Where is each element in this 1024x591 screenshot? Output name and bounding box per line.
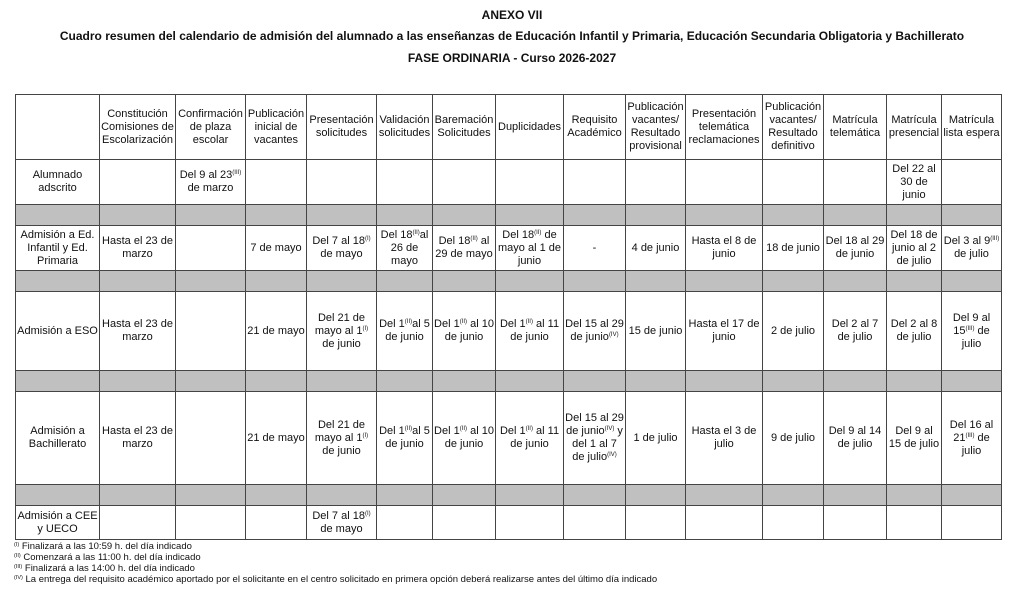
footnote: $^{(IV)}$ La entrega del requisito académico aportado por el solicitante en el centro solicitado en primera opción deberá realizarse antes del último día indicado bbox=[14, 574, 658, 585]
date-cell bbox=[433, 506, 496, 540]
date-cell bbox=[433, 160, 496, 205]
separator-cell bbox=[824, 485, 887, 506]
separator-cell bbox=[564, 485, 626, 506]
date-cell: Del 9 al $23^{(III)}$ de marzo bbox=[176, 160, 246, 205]
separator-cell bbox=[686, 485, 763, 506]
row-label: Admisión a Bachillerato bbox=[16, 392, 100, 485]
date-cell: 4 de junio bbox=[626, 226, 686, 271]
column-header: Matrícula presencial bbox=[887, 95, 942, 160]
separator-cell bbox=[16, 371, 100, 392]
date-cell bbox=[887, 506, 942, 540]
date-cell: Del 9 al 15 de julio bbox=[887, 392, 942, 485]
date-cell bbox=[686, 506, 763, 540]
date-cell: Del 18 al 29 de junio bbox=[824, 226, 887, 271]
date-cell: Del 2 al 7 de julio bbox=[824, 292, 887, 371]
separator-cell bbox=[496, 371, 564, 392]
separator-cell bbox=[763, 205, 824, 226]
separator-cell bbox=[887, 371, 942, 392]
date-cell: Del 21 de mayo al $1^{(I)}$ de junio bbox=[307, 392, 377, 485]
separator-cell bbox=[433, 205, 496, 226]
column-header: Publicación vacantes/ Resultado definitivo bbox=[763, 95, 824, 160]
date-cell: 18 de junio bbox=[763, 226, 824, 271]
separator-cell bbox=[176, 271, 246, 292]
column-header: Matrícula telemática bbox=[824, 95, 887, 160]
column-header: Publicación inicial de vacantes bbox=[246, 95, 307, 160]
date-cell: Del $1^{(II)}$ al 10 de junio bbox=[433, 392, 496, 485]
date-cell bbox=[763, 506, 824, 540]
separator-row bbox=[16, 271, 1002, 292]
date-cell: Del 7 al $18^{(I)}$ de mayo bbox=[307, 226, 377, 271]
date-cell: Hasta el 17 de junio bbox=[686, 292, 763, 371]
column-header: Matrícula lista espera bbox=[942, 95, 1002, 160]
separator-cell bbox=[100, 371, 176, 392]
separator-cell bbox=[16, 271, 100, 292]
column-header: Validación solicitudes bbox=[377, 95, 433, 160]
separator-cell bbox=[942, 485, 1002, 506]
separator-cell bbox=[100, 485, 176, 506]
separator-cell bbox=[433, 371, 496, 392]
date-cell: 1 de julio bbox=[626, 392, 686, 485]
date-cell: Del $18^{(II)}al$ 26 de mayo bbox=[377, 226, 433, 271]
separator-cell bbox=[16, 205, 100, 226]
separator-cell bbox=[433, 485, 496, 506]
separator-cell bbox=[100, 271, 176, 292]
separator-cell bbox=[686, 271, 763, 292]
date-cell: Del 18 de junio al 2 de julio bbox=[887, 226, 942, 271]
table-row bbox=[16, 226, 1002, 271]
date-cell bbox=[377, 160, 433, 205]
separator-cell bbox=[246, 371, 307, 392]
separator-cell bbox=[307, 271, 377, 292]
footnote: $^{(III)}$ Finalizará a las 14:00 h. del día indicado bbox=[14, 563, 195, 574]
date-cell bbox=[496, 160, 564, 205]
date-cell bbox=[824, 160, 887, 205]
date-cell: Del $1^{(II)}$ al 11 de junio bbox=[496, 292, 564, 371]
separator-cell bbox=[496, 205, 564, 226]
separator-cell bbox=[887, 271, 942, 292]
date-cell bbox=[246, 160, 307, 205]
date-cell: 21 de mayo bbox=[246, 292, 307, 371]
date-cell bbox=[626, 160, 686, 205]
admission-calendar-table bbox=[15, 94, 1002, 540]
date-cell: Hasta el 23 de marzo bbox=[100, 392, 176, 485]
separator-cell bbox=[496, 271, 564, 292]
date-cell: Del 7 al $18^{(I)}$ de mayo bbox=[307, 506, 377, 540]
separator-cell bbox=[100, 205, 176, 226]
separator-cell bbox=[626, 371, 686, 392]
separator-row bbox=[16, 485, 1002, 506]
separator-cell bbox=[377, 205, 433, 226]
date-cell: Del 21 de mayo al $1^{(I)}$ de junio bbox=[307, 292, 377, 371]
separator-cell bbox=[377, 271, 433, 292]
document-subtitle: Cuadro resumen del calendario de admisión del alumnado a las enseñanzas de Educación Infantil y Primaria, Educación Secundaria Obligatoria y Bachillerato bbox=[59, 29, 965, 43]
date-cell: Del 2 al 8 de julio bbox=[887, 292, 942, 371]
separator-row bbox=[16, 371, 1002, 392]
date-cell: Del 15 al 29 de junio$^{(IV)}$ bbox=[564, 292, 626, 371]
separator-cell bbox=[686, 205, 763, 226]
separator-cell bbox=[564, 205, 626, 226]
date-cell bbox=[100, 506, 176, 540]
separator-cell bbox=[626, 205, 686, 226]
separator-cell bbox=[307, 485, 377, 506]
date-cell: 21 de mayo bbox=[246, 392, 307, 485]
table-row bbox=[16, 506, 1002, 540]
column-header: Constitución Comisiones de Escolarización bbox=[100, 95, 176, 160]
table-row bbox=[16, 292, 1002, 371]
date-cell bbox=[942, 160, 1002, 205]
date-cell: Hasta el 23 de marzo bbox=[100, 226, 176, 271]
separator-cell bbox=[564, 271, 626, 292]
date-cell bbox=[686, 160, 763, 205]
column-header: Publicación vacantes/ Resultado provisional bbox=[626, 95, 686, 160]
date-cell bbox=[377, 506, 433, 540]
separator-cell bbox=[824, 205, 887, 226]
separator-cell bbox=[176, 205, 246, 226]
row-label: Admisión a Ed. Infantil y Ed. Primaria bbox=[16, 226, 100, 271]
separator-cell bbox=[942, 371, 1002, 392]
separator-cell bbox=[763, 371, 824, 392]
separator-cell bbox=[176, 371, 246, 392]
separator-cell bbox=[246, 271, 307, 292]
date-cell: - bbox=[564, 226, 626, 271]
header-row bbox=[16, 95, 1002, 160]
separator-cell bbox=[307, 205, 377, 226]
separator-cell bbox=[377, 371, 433, 392]
date-cell: Del 22 al 30 de junio bbox=[887, 160, 942, 205]
date-cell: Hasta el 3 de julio bbox=[686, 392, 763, 485]
date-cell: Del $1^{(II)}al$ 5 de junio bbox=[377, 392, 433, 485]
date-cell: Hasta el 23 de marzo bbox=[100, 292, 176, 371]
row-label: Alumnado adscrito bbox=[16, 160, 100, 205]
date-cell bbox=[564, 160, 626, 205]
date-cell: Del 9 al $15^{(III)}$ de julio bbox=[942, 292, 1002, 371]
date-cell: Del $18^{(II)}$ al 29 de mayo bbox=[433, 226, 496, 271]
date-cell: Del 16 al $21^{(III)}$ de julio bbox=[942, 392, 1002, 485]
date-cell: 9 de julio bbox=[763, 392, 824, 485]
column-header: Presentación solicitudes bbox=[307, 95, 377, 160]
date-cell: Del $1^{(II)}$ al 10 de junio bbox=[433, 292, 496, 371]
date-cell bbox=[496, 506, 564, 540]
table-row bbox=[16, 392, 1002, 485]
column-header: Confirmación de plaza escolar bbox=[176, 95, 246, 160]
separator-cell bbox=[942, 205, 1002, 226]
separator-cell bbox=[763, 485, 824, 506]
separator-cell bbox=[824, 371, 887, 392]
date-cell bbox=[942, 506, 1002, 540]
date-cell bbox=[564, 506, 626, 540]
separator-cell bbox=[887, 485, 942, 506]
date-cell: 2 de julio bbox=[763, 292, 824, 371]
date-cell bbox=[246, 506, 307, 540]
date-cell bbox=[176, 226, 246, 271]
date-cell bbox=[176, 292, 246, 371]
footnote: $^{(I)}$ Finalizará a las 10:59 h. del día indicado bbox=[14, 541, 192, 552]
separator-cell bbox=[564, 371, 626, 392]
date-cell bbox=[626, 506, 686, 540]
date-cell bbox=[100, 160, 176, 205]
date-cell: 15 de junio bbox=[626, 292, 686, 371]
footnote: $^{(II)}$ Comenzará a las 11:00 h. del día indicado bbox=[14, 552, 201, 563]
separator-cell bbox=[377, 485, 433, 506]
table-row bbox=[16, 160, 1002, 205]
separator-cell bbox=[626, 485, 686, 506]
date-cell: Hasta el 8 de junio bbox=[686, 226, 763, 271]
separator-cell bbox=[887, 205, 942, 226]
footnotes bbox=[14, 541, 657, 585]
date-cell: Del 9 al 14 de julio bbox=[824, 392, 887, 485]
separator-cell bbox=[307, 371, 377, 392]
separator-cell bbox=[626, 271, 686, 292]
date-cell: Del $1^{(II)}$ al 11 de junio bbox=[496, 392, 564, 485]
separator-cell bbox=[433, 271, 496, 292]
date-cell bbox=[307, 160, 377, 205]
table-body bbox=[16, 160, 1002, 540]
separator-cell bbox=[246, 205, 307, 226]
separator-cell bbox=[246, 485, 307, 506]
column-header: Requisito Académico bbox=[564, 95, 626, 160]
separator-cell bbox=[824, 271, 887, 292]
separator-cell bbox=[942, 271, 1002, 292]
date-cell: Del $1^{(II)}al$ 5 de junio bbox=[377, 292, 433, 371]
phase-title: FASE ORDINARIA - Curso 2026-2027 bbox=[407, 51, 617, 65]
separator-cell bbox=[763, 271, 824, 292]
date-cell: Del 3 al $9^{(III)}$ de julio bbox=[942, 226, 1002, 271]
row-label: Admisión a CEE y UECO bbox=[16, 506, 100, 540]
separator-cell bbox=[16, 485, 100, 506]
date-cell bbox=[176, 506, 246, 540]
separator-cell bbox=[686, 371, 763, 392]
row-label: Admisión a ESO bbox=[16, 292, 100, 371]
column-header: Duplicidades bbox=[496, 95, 564, 160]
separator-cell bbox=[176, 485, 246, 506]
date-cell bbox=[176, 392, 246, 485]
date-cell bbox=[824, 506, 887, 540]
separator-row bbox=[16, 205, 1002, 226]
column-header: Presentación telemática reclamaciones bbox=[686, 95, 763, 160]
column-header: Baremación Solicitudes bbox=[433, 95, 496, 160]
date-cell bbox=[763, 160, 824, 205]
date-cell: Del $18^{(II)}$ de mayo al 1 de junio bbox=[496, 226, 564, 271]
header-corner bbox=[16, 95, 100, 160]
date-cell: Del 15 al 29 de junio$^{(IV)}$ y del 1 al 7 de julio$^{(IV)}$ bbox=[564, 392, 626, 485]
date-cell: 7 de mayo bbox=[246, 226, 307, 271]
annex-title: ANEXO VII bbox=[481, 8, 543, 22]
separator-cell bbox=[496, 485, 564, 506]
